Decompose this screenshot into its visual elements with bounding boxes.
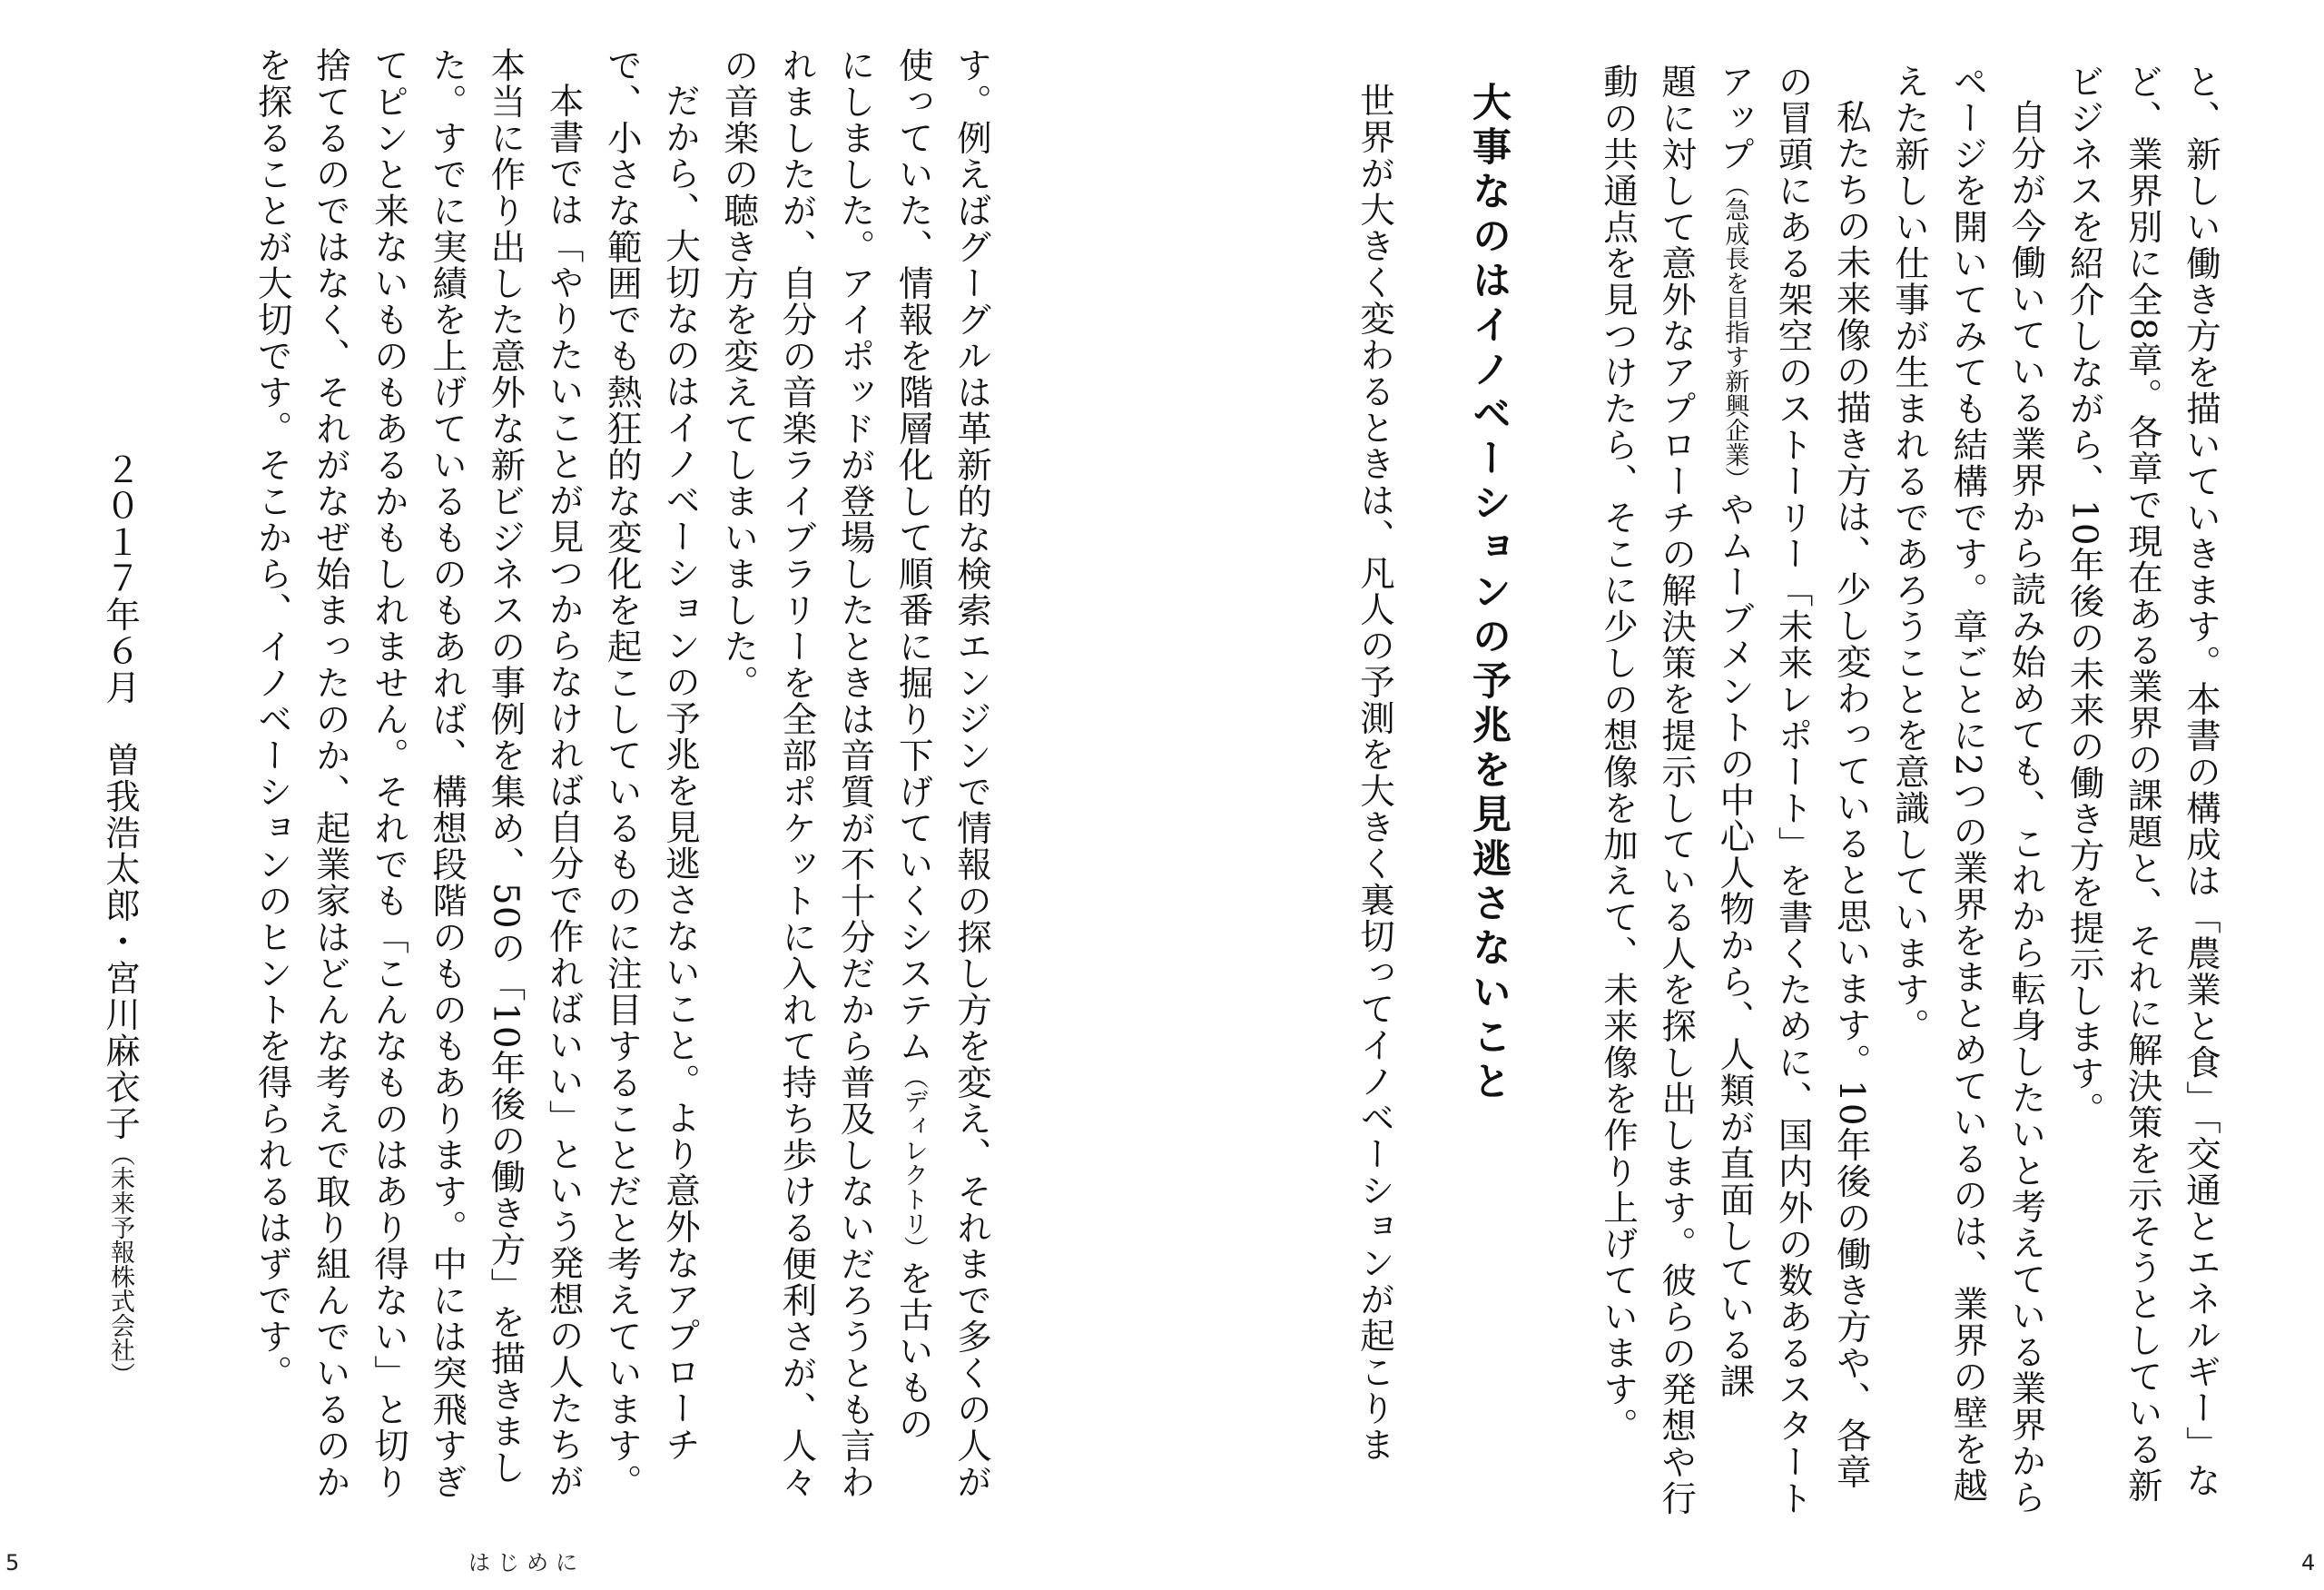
paragraph-line: にしました。アイポッドが登場したときは音質が不十分だから普及しないだろうとも言わ <box>834 47 876 1500</box>
section-heading: 大事なのはイノベーションの予兆を見逃さないこと <box>1466 82 1512 1105</box>
paragraph-line: 本当に作り出した意外な新ビジネスの事例を集め、50の「10年後の働き方」を描きまし <box>485 47 527 1486</box>
left-page-body <box>202 47 1000 1500</box>
paragraph-line: ど、業界別に全8章。各章で現在ある業界の課題と、それに解決策を示そうとしている新 <box>2122 64 2163 1504</box>
paragraph-line: の音楽の聴き方を変えてしまいました。 <box>718 47 760 701</box>
signature-authors: 曽我浩太郎・宮川麻衣子 <box>100 742 141 1141</box>
signature-affiliation: （未来予報株式会社） <box>106 1141 134 1387</box>
paragraph-line: えた新しい仕事が生まれるであろうことを意識しています。 <box>1888 64 1930 1044</box>
paragraph-line: す。例えばグーグルは革新的な検索エンジンで情報の探し方を変え、それまで多くの人が <box>951 47 992 1500</box>
inline-text: やムーブメントの中心人物から、人類が直面している課 <box>1714 491 1756 1399</box>
right-page-body <box>1594 64 2230 1516</box>
paragraph-line: てピンと来ないものもあるかもしれません。それでも「こんなものはあり得ない」と切り <box>368 47 409 1500</box>
paragraph-line: れましたが、自分の音楽ライブラリーを全部ポケットに入れて持ち歩ける便利さが、人々 <box>776 47 818 1500</box>
signature-date: ２０１７年６月 <box>100 451 141 706</box>
paragraph-line: 題に対して意外なアプローチの解決策を提示している人を探し出します。彼らの発想や行 <box>1656 64 1698 1516</box>
page-number-right: 4 <box>2301 1550 2316 1575</box>
inline-text: アップ <box>1714 64 1756 173</box>
paragraph-line: 動の共通点を見つけたら、そこに少しの想像を加えて、未来像を作り上げています。 <box>1597 64 1639 1444</box>
paragraph-line: と、新しい働き方を描いていきます。本書の構成は「農業と食」「交通とエネルギー」な <box>2181 64 2221 1499</box>
paragraph-line: 捨てるのではなく、それがなぜ始まったのか、起業家はどんな考えで取り組んでいるのか <box>310 47 351 1500</box>
paragraph-line: の冒頭にある架空のストーリー「未来レポート」を書くために、国内外の数あるスタート <box>1772 64 1814 1516</box>
paragraph-line: を探ることが大切です。そこから、イノベーションのヒントを得られるはずです。 <box>251 47 293 1391</box>
paragraph-line: ビジネスを紹介しながら、10年後の未来の働き方を提示します。 <box>2063 64 2105 1128</box>
paragraph-line: 私たちの未来像の描き方は、少し変わっていると思います。10年後の働き方や、各章 <box>1830 98 1872 1490</box>
inline-text: 使っていた、情報を階層化して順番に掘り下げていくシステム <box>892 47 934 1064</box>
author-signature <box>91 451 149 1387</box>
page-number-left: 5 <box>5 1550 20 1575</box>
section-first-line <box>1331 47 1403 1463</box>
inline-text: を古いもの <box>892 1260 934 1442</box>
paragraph-line: で、小さな範囲でも熱狂的な変化を起こしているものに注目することだと考えています。 <box>601 47 643 1500</box>
running-header: はじめに <box>468 1550 585 1575</box>
paragraph-line: 本書では「やりたいことが見つからなければ自分で作ればいい」という発想の人たちが <box>543 82 585 1499</box>
inline-annotation: （ディレクトリ） <box>899 1064 928 1260</box>
paragraph-line: だから、大切なのはイノベーションの予兆を見逃さないこと。より意外なアプローチ <box>659 82 701 1463</box>
inline-annotation: （急成長を目指す新興企業） <box>1720 173 1749 491</box>
paragraph-line <box>1705 64 1763 1399</box>
paragraph-line <box>884 47 942 1442</box>
paragraph-line: た。すでに実績を上げているものもあれば、構想段階のものもあります。中には突飛すぎ <box>427 47 468 1500</box>
paragraph-line: 世界が大きく変わるときは、凡人の予測を大きく裏切ってイノベーションが起こりま <box>1354 82 1395 1463</box>
paragraph-line: 自分が今働いている業界から読み始めても、これから転身したいと考えている業界から <box>2005 98 2047 1516</box>
paragraph-line: ページを開いてみても結構です。章ごとに2つの業界をまとめているのは、業界の壁を越 <box>1947 64 1989 1504</box>
